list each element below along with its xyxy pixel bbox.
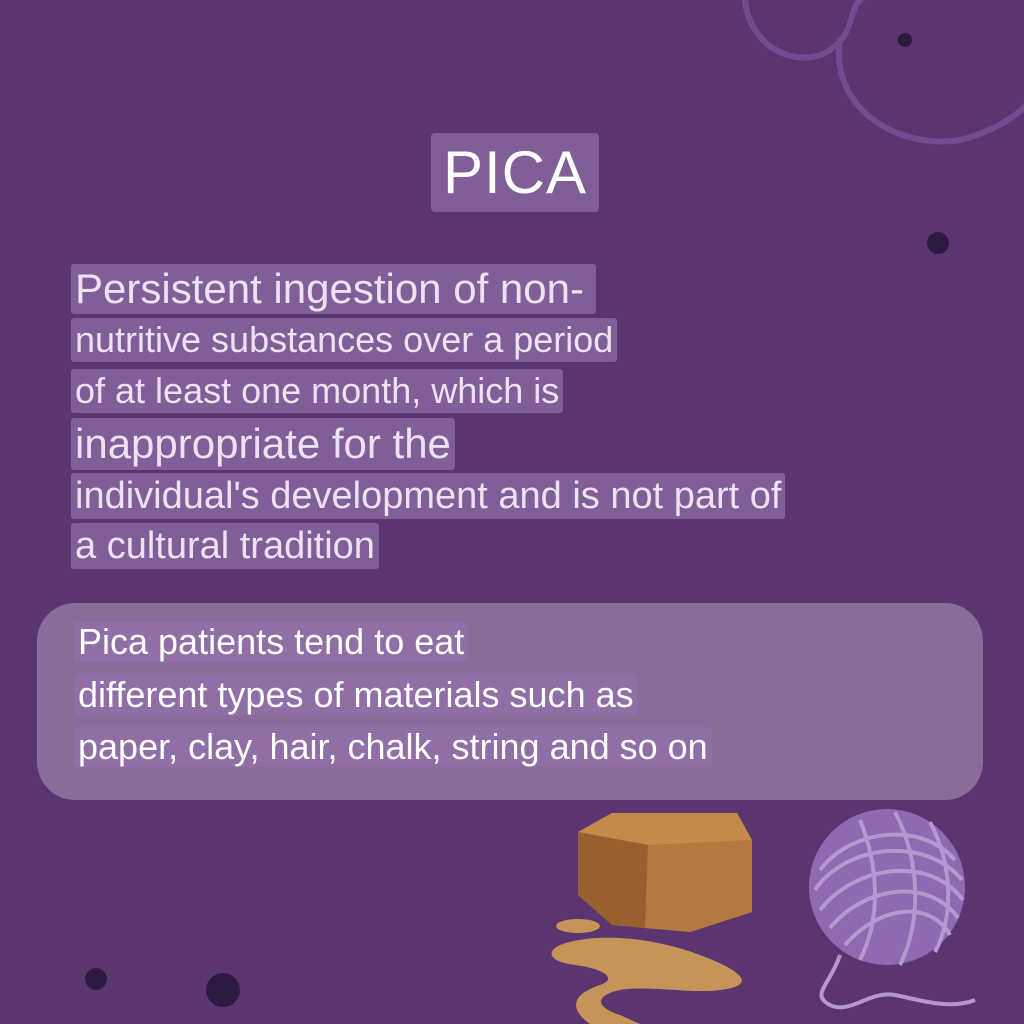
definition-line-4: inappropriate for the xyxy=(71,418,455,470)
decor-dot xyxy=(927,232,949,254)
decor-dot xyxy=(206,973,240,1007)
definition-line-1: Persistent ingestion of non- xyxy=(71,264,596,314)
callout-line-2: different types of materials such as xyxy=(74,675,638,715)
callout-line-3: paper, clay, hair, chalk, string and so on xyxy=(74,727,712,767)
definition-line-2: nutritive substances over a period xyxy=(71,318,617,362)
page-title: PICA xyxy=(442,139,588,206)
callout-line-1: Pica patients tend to eat xyxy=(74,622,468,662)
decor-dot xyxy=(898,33,912,47)
definition-line-6: a cultural tradition xyxy=(71,523,379,569)
decor-dot xyxy=(85,968,107,990)
definition-line-5: individual's development and is not part of xyxy=(71,473,785,519)
squiggle-decoration xyxy=(745,0,1024,142)
definition-line-3: of at least one month, which is xyxy=(71,369,563,413)
clay-block-illustration xyxy=(552,813,752,1024)
yarn-ball-illustration xyxy=(809,809,975,1007)
